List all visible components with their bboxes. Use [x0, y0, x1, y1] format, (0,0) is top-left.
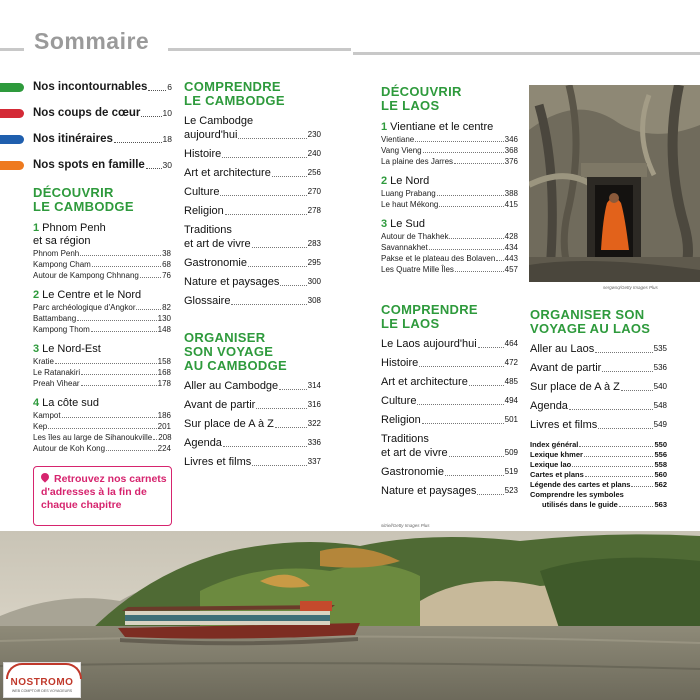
section-title: ORGANISER SON VOYAGE AU CAMBODGE [184, 330, 287, 373]
toc-entry[interactable]: Comprendre les symboles [530, 490, 624, 499]
leader-dots [141, 109, 161, 117]
toc-entry[interactable]: Preah Vihear 178 [33, 379, 171, 388]
toc-entry[interactable]: Phnom Penh 38 [33, 249, 171, 258]
toc-entry[interactable]: Aller au Laos 535 [530, 343, 667, 355]
highlight-label: Nos incontournables [33, 81, 148, 93]
callout-text: Retrouvez nos carnets d'adresses à la fin de chaque chapitre [41, 473, 167, 511]
toc-entry[interactable]: Traditions [381, 433, 429, 445]
title-rule-mid [168, 48, 351, 51]
orange-tab-icon [0, 161, 24, 170]
river-photo [0, 531, 700, 700]
toc-entry[interactable]: Avant de partir 316 [184, 399, 321, 411]
toc-entry[interactable]: aujourd'hui 230 [184, 129, 321, 141]
region-title: 2 Le Nord [381, 175, 430, 187]
logo-tagline: WEB COMPTOIR DES VOYAGEURS [11, 689, 73, 693]
toc-entry[interactable]: Histoire 472 [381, 357, 518, 369]
toc-entry[interactable]: Les îles au large de Sihanoukville 208 [33, 433, 172, 442]
toc-entry[interactable]: Livres et films 337 [184, 456, 321, 468]
leader-dots [148, 83, 166, 91]
title-rule-left [0, 48, 24, 51]
toc-entry[interactable]: Gastronomie 519 [381, 466, 518, 478]
toc-entry[interactable]: Lexique lao 558 [530, 460, 667, 469]
toc-entry[interactable]: Traditions [184, 224, 232, 236]
toc-entry[interactable]: Kampot 186 [33, 411, 171, 420]
river-photo-credit: sitriel/Getty Images Plus [381, 523, 430, 528]
toc-entry[interactable]: Index général 550 [530, 440, 667, 449]
highlight-label: Nos spots en famille [33, 159, 145, 171]
toc-entry[interactable]: Le haut Mékong 415 [381, 200, 518, 209]
page-number: 18 [162, 134, 172, 144]
river-boat-illustration [0, 531, 700, 700]
toc-entry[interactable]: Agenda 548 [530, 400, 667, 412]
page-number: 6 [167, 82, 172, 92]
toc-entry[interactable]: Battambang 130 [33, 314, 171, 323]
highlight-label: Nos coups de cœur [33, 107, 141, 119]
section-title: COMPRENDRE LE CAMBODGE [184, 79, 285, 108]
map-pin-icon [39, 471, 50, 482]
toc-entry[interactable]: Histoire 240 [184, 148, 321, 160]
toc-entry[interactable]: Nature et paysages 523 [381, 485, 518, 497]
region-title: 3 Le Sud [381, 218, 425, 230]
toc-entry[interactable]: Le Laos aujourd'hui 464 [381, 338, 518, 350]
toc-entry[interactable]: Avant de partir 536 [530, 362, 667, 374]
leader-dots [146, 161, 162, 169]
temple-photo [529, 85, 700, 282]
toc-entry[interactable]: Religion 501 [381, 414, 518, 426]
temple-photo-credit: sergwsq/Getty Images Plus [603, 285, 658, 290]
section-title: DÉCOUVRIR LE LAOS [381, 84, 462, 113]
region-title: 3 Le Nord-Est [33, 343, 101, 355]
toc-entry[interactable]: Le Cambodge [184, 115, 254, 127]
toc-entry[interactable]: Le Ratanakiri 168 [33, 368, 171, 377]
temple-illustration [529, 85, 700, 282]
highlight-item[interactable] [0, 152, 172, 178]
toc-entry[interactable]: Pakse et le plateau des Bolaven 443 [381, 254, 518, 263]
toc-entry[interactable]: Livres et films 549 [530, 419, 667, 431]
section-organiser-cambodge [184, 331, 321, 469]
toc-entry[interactable]: Lexique khmer 556 [530, 450, 667, 459]
toc-entry[interactable]: Sur place de A à Z 540 [530, 381, 667, 393]
toc-entry[interactable]: Cartes et plans 560 [530, 470, 667, 479]
toc-entry[interactable]: Savannakhet 434 [381, 243, 518, 252]
title-rule-right [353, 52, 700, 55]
toc-entry[interactable]: Kratie 158 [33, 357, 171, 366]
highlight-item[interactable] [0, 74, 172, 100]
page-number: 30 [162, 160, 172, 170]
region-title: 4 La côte sud [33, 397, 99, 409]
toc-entry[interactable]: Gastronomie 295 [184, 257, 321, 269]
section-decouvrir-cambodge [33, 186, 171, 454]
nostromo-logo [3, 662, 81, 698]
toc-entry[interactable]: Art et architecture 256 [184, 167, 321, 179]
toc-entry[interactable]: Agenda 336 [184, 437, 321, 449]
toc-entry[interactable]: Nature et paysages 300 [184, 276, 321, 288]
toc-entry[interactable]: Kep 201 [33, 422, 171, 431]
leader-dots [114, 135, 162, 143]
address-book-callout [33, 466, 172, 526]
region-title: 2 Le Centre et le Nord [33, 289, 142, 301]
section-title: DÉCOUVRIR LE CAMBODGE [33, 185, 134, 214]
toc-entry[interactable]: Les Quatre Mille Îles 457 [381, 265, 518, 274]
section-comprendre-laos [381, 303, 518, 498]
toc-entry[interactable]: Religion 278 [184, 205, 321, 217]
toc-entry[interactable]: Glossaire 308 [184, 295, 321, 307]
section-title: COMPRENDRE LE LAOS [381, 302, 478, 331]
toc-entry[interactable]: Sur place de A à Z 322 [184, 418, 321, 430]
toc-entry[interactable]: Kampong Thom 148 [33, 325, 171, 334]
blue-tab-icon [0, 135, 24, 144]
toc-entry[interactable]: Luang Prabang 388 [381, 189, 518, 198]
highlight-item[interactable] [0, 126, 172, 152]
toc-entry[interactable]: Autour de Koh Kong 224 [33, 444, 171, 453]
toc-entry[interactable]: Aller au Cambodge 314 [184, 380, 321, 392]
section-title: ORGANISER SON VOYAGE AU LAOS [530, 307, 651, 336]
region-title: 1 Phnom Penh et sa région [33, 222, 106, 247]
green-tab-icon [0, 83, 24, 92]
highlight-item[interactable] [0, 100, 172, 126]
highlights-list [0, 74, 172, 178]
toc-entry[interactable]: Autour de Thakhek 428 [381, 232, 518, 241]
appendix-list [530, 440, 667, 510]
toc-entry[interactable]: Culture 270 [184, 186, 321, 198]
toc-entry[interactable]: Vang Vieng 368 [381, 146, 518, 155]
toc-entry[interactable]: Culture 494 [381, 395, 518, 407]
page-title: Sommaire [34, 28, 150, 54]
page-number: 10 [162, 108, 172, 118]
toc-entry[interactable]: La plaine des Jarres 376 [381, 157, 518, 166]
section-organiser-laos [530, 308, 667, 510]
toc-entry[interactable]: Légende des cartes et plans 562 [530, 480, 667, 489]
red-tab-icon [0, 109, 24, 118]
toc-entry[interactable]: et art de vivre 509 [381, 447, 518, 459]
region-title: 1 Vientiane et le centre [381, 121, 494, 133]
logo-name: NOSTROMO [10, 677, 74, 688]
toc-entry[interactable]: Parc archéologique d'Angkor 82 [33, 303, 171, 312]
toc-entry[interactable]: utilisés dans le guide 563 [542, 500, 667, 509]
toc-entry[interactable]: Kampong Cham 68 [33, 260, 171, 269]
section-comprendre-cambodge [184, 80, 321, 308]
toc-entry[interactable]: Autour de Kampong Chhnang 76 [33, 271, 171, 280]
toc-entry[interactable]: Art et architecture 485 [381, 376, 518, 388]
highlight-label: Nos itinéraires [33, 133, 113, 145]
toc-entry[interactable]: Vientiane 346 [381, 135, 518, 144]
section-decouvrir-laos [381, 85, 518, 275]
toc-entry[interactable]: et art de vivre 283 [184, 238, 321, 250]
